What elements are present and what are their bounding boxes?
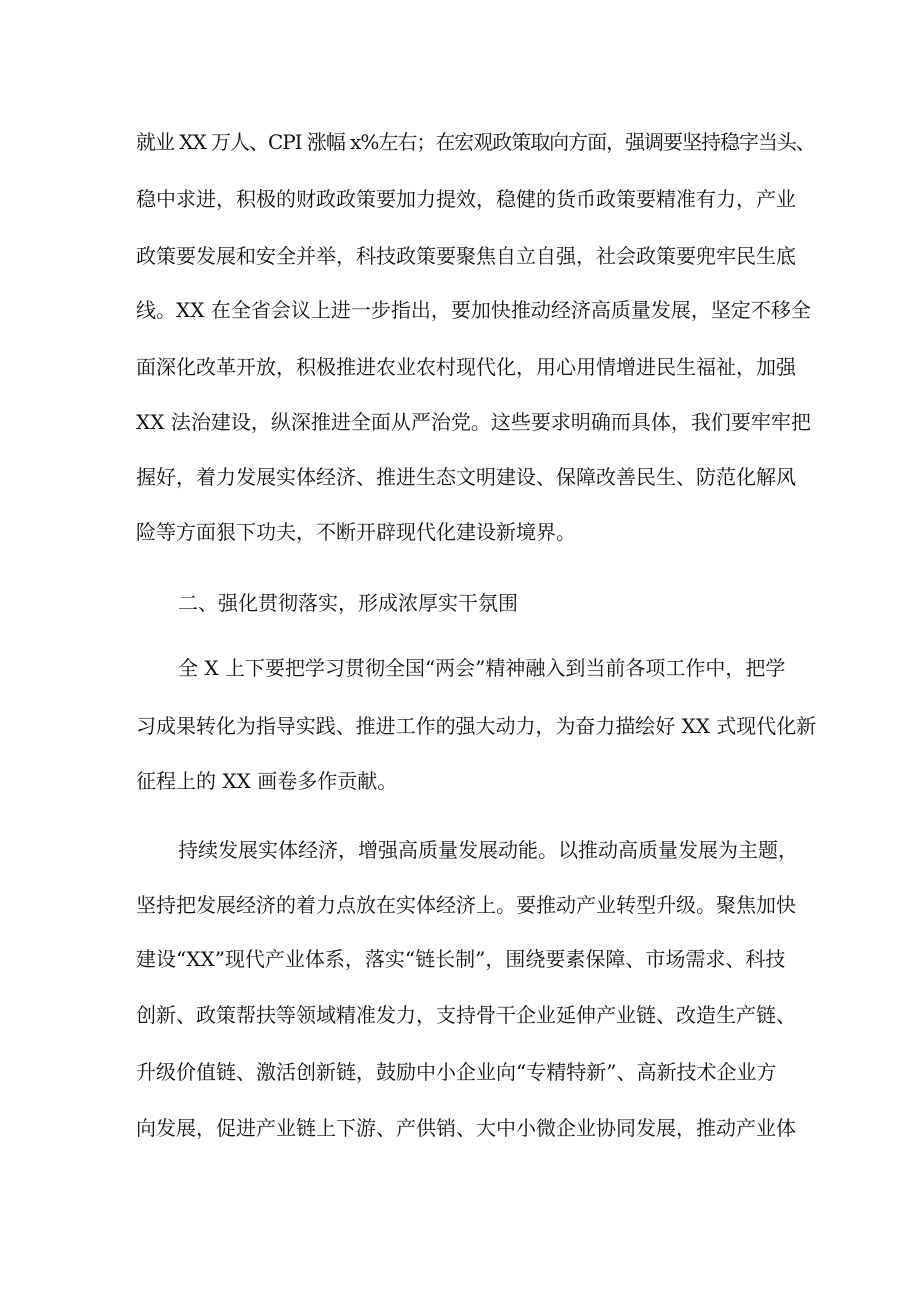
- paragraph-line: 全 X 上下要把学习贯彻全国“两会”精神融入到当前各项工作中，把学: [178, 656, 786, 680]
- paragraph-line: 坚持把发展经济的着力点放在实体经济上。要推动产业转型升级。聚焦加快: [136, 893, 796, 917]
- paragraph-line: 创新、政策帮扶等领域精准发力，支持骨干企业延伸产业链、改造生产链、: [136, 1003, 796, 1027]
- paragraph-line: 建设“XX”现代产业体系，落实“链长制”，围绕要素保障、市场需求、科技: [136, 947, 786, 971]
- paragraph-line: XX 法治建设，纵深推进全面从严治党。这些要求明确而具体，我们要牢牢把: [136, 410, 811, 434]
- paragraph-line: 稳中求进，积极的财政政策要加力提效，稳健的货币政策要精准有力，产业: [136, 187, 796, 211]
- paragraph-line: 征程上的 XX 画卷多作贡献。: [136, 769, 398, 793]
- paragraph-line: 政策要发展和安全并举，科技政策要聚焦自立自强，社会政策要兜牢民生底: [136, 244, 796, 268]
- section-heading: 二、强化贯彻落实，形成浓厚实干氛围: [178, 591, 518, 615]
- paragraph-line: 险等方面狠下功夫，不断开辟现代化建设新境界。: [136, 520, 576, 544]
- paragraph-line: 面深化改革开放，积极推进农业农村现代化，用心用情增进民生福祉，加强: [136, 355, 796, 379]
- paragraph-line: 就业 XX 万人、CPI 涨幅 x%左右；在宏观政策取向方面，强调要坚持稳字当头、: [136, 130, 815, 154]
- paragraph-line: 习成果转化为指导实践、推进工作的强大动力，为奋力描绘好 XX 式现代化新: [136, 714, 817, 738]
- paragraph-line: 向发展，促进产业链上下游、产供销、大中小微企业协同发展，推动产业体: [136, 1116, 796, 1140]
- paragraph-line: 握好，着力发展实体经济、推进生态文明建设、保障改善民生、防范化解风: [136, 465, 796, 489]
- paragraph-line: 升级价值链、激活创新链，鼓励中小企业向“专精特新”、高新技术企业方: [136, 1060, 777, 1084]
- paragraph-line: 线。XX 在全省会议上进一步指出，要加快推动经济高质量发展，坚定不移全: [136, 298, 811, 322]
- paragraph-line: 持续发展实体经济，增强高质量发展动能。以推动高质量发展为主题，: [178, 838, 798, 862]
